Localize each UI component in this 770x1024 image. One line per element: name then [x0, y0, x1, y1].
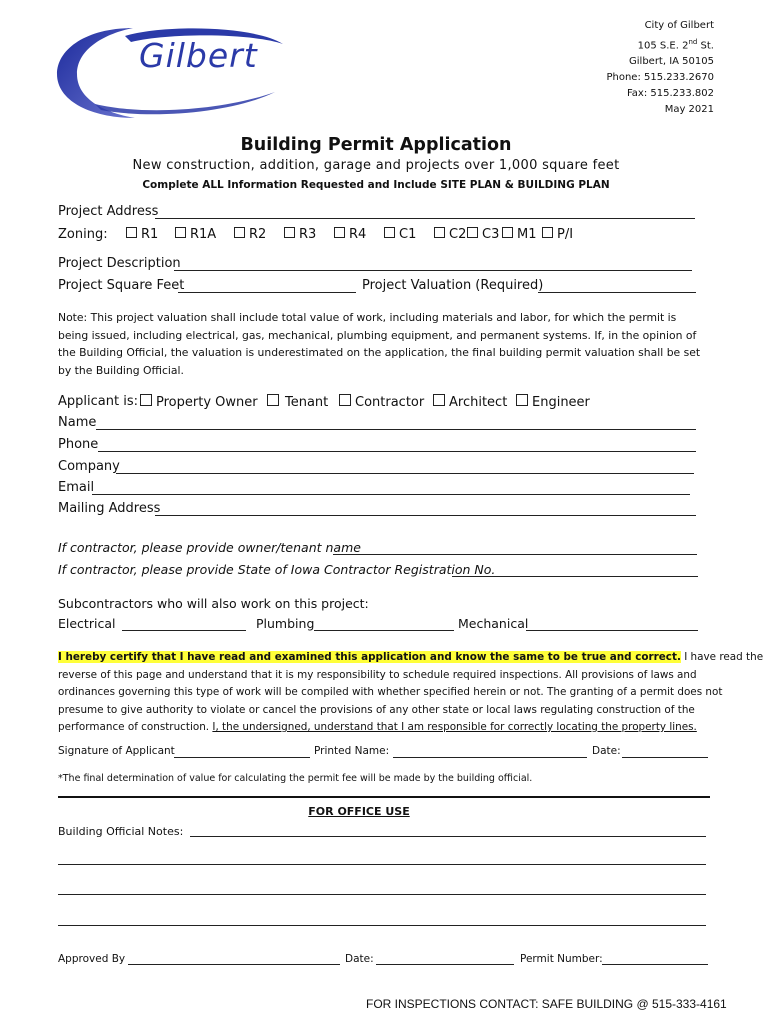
zoning-label: Zoning:: [58, 227, 108, 242]
applicant-company-label: Company: [58, 459, 120, 474]
project-description-label: Project Description: [58, 256, 181, 271]
official-notes-line[interactable]: [58, 880, 706, 895]
zoning-c2-checkbox[interactable]: C2: [434, 227, 466, 242]
zoning-r1-checkbox[interactable]: R1: [126, 227, 158, 242]
logo-text: Gilbert: [139, 36, 258, 75]
official-notes-line[interactable]: [58, 911, 706, 926]
official-notes-label: Building Official Notes:: [58, 825, 184, 838]
applicant-company-field[interactable]: [116, 459, 694, 474]
printed-name-label: Printed Name:: [314, 745, 390, 757]
owner-tenant-field[interactable]: [333, 540, 697, 555]
applicant-name-field[interactable]: [96, 415, 696, 430]
zoning-r3-checkbox[interactable]: R3: [284, 227, 316, 242]
section-divider: [58, 796, 710, 798]
address-line: City of Gilbert: [644, 20, 714, 31]
applicant-label: Applicant is:: [58, 394, 138, 409]
address-line: Fax: 515.233.802: [626, 88, 714, 100]
approved-by-field[interactable]: [128, 950, 340, 965]
address-line: Gilbert, IA 50105: [629, 56, 714, 68]
zoning-c1-checkbox[interactable]: C1: [384, 227, 416, 242]
project-valuation-label: Project Valuation (Required): [362, 278, 544, 293]
applicant-contractor-checkbox[interactable]: Contractor: [339, 394, 424, 410]
permit-number-field[interactable]: [602, 950, 708, 965]
office-use-heading: FOR OFFICE USE: [308, 805, 410, 818]
address-line: May 2021: [664, 104, 714, 116]
fee-note: *The final determination of value for calculating the permit fee will be made by the building official.: [58, 773, 533, 784]
project-address-field[interactable]: [155, 204, 695, 219]
plumbing-label: Plumbing: [256, 616, 315, 631]
applicant-engineer-checkbox[interactable]: Engineer: [516, 394, 590, 410]
project-address-label: Project Address: [58, 204, 159, 219]
permit-number-label: Permit Number:: [520, 953, 603, 965]
address-line: Phone: 515.233.2670: [606, 72, 714, 84]
applicant-architect-checkbox[interactable]: Architect: [433, 394, 507, 410]
approved-by-label: Approved By: [58, 953, 126, 965]
inspections-contact: FOR INSPECTIONS CONTACT: SAFE BUILDING @ 515-333-4161: [366, 997, 727, 1011]
certification-text: I hereby certify that I have read and examined this application and know the same to be true and correct. I have read the reverse of this page and understand that it is my responsibility to schedule required inspections. All provisions of laws and ordinances governing this type of work will be compiled with whether specified herein or not. The granting of a permit does not presume to give authority to violate or cancel the provisions of any other state or local laws regulating construction of the performance of construction. I, the undersigned, understand that I am responsible for correctly locating the property lines.: [58, 651, 764, 733]
address-line: 105 S.E. 2nd St.: [637, 38, 714, 52]
zoning-r1a-checkbox[interactable]: R1A: [175, 227, 216, 242]
applicant-mailing-address-label: Mailing Address: [58, 501, 161, 516]
instruction: Complete ALL Information Requested and Include SITE PLAN & BUILDING PLAN: [142, 179, 610, 191]
logo: [55, 22, 295, 122]
official-notes-field[interactable]: [190, 822, 706, 837]
applicant-name-label: Name: [58, 415, 97, 430]
zoning-c3-checkbox[interactable]: C3: [467, 227, 499, 242]
zoning-m1-checkbox[interactable]: M1: [502, 227, 537, 242]
electrical-field[interactable]: [122, 616, 246, 631]
project-description-field[interactable]: [174, 256, 692, 271]
plumbing-field[interactable]: [314, 616, 454, 631]
page-subtitle: New construction, addition, garage and projects over 1,000 square feet: [132, 158, 620, 173]
mechanical-label: Mechanical: [458, 616, 529, 631]
project-valuation-field[interactable]: [538, 278, 696, 293]
applicant-tenant-checkbox[interactable]: Tenant: [267, 394, 328, 410]
subcontractors-label: Subcontractors who will also work on this project:: [58, 596, 369, 611]
mechanical-field[interactable]: [526, 616, 698, 631]
page-title: Building Permit Application: [240, 135, 512, 155]
signature-field[interactable]: [174, 743, 310, 758]
project-square-feet-label: Project Square Feet: [58, 278, 185, 293]
applicant-email-label: Email: [58, 480, 95, 495]
zoning-r4-checkbox[interactable]: R4: [334, 227, 366, 242]
signature-date-field[interactable]: [622, 743, 708, 758]
applicant-property-owner-checkbox[interactable]: Property Owner: [140, 394, 258, 410]
city-address: [606, 18, 714, 118]
applicant-phone-field[interactable]: [98, 437, 696, 452]
signature-label: Signature of Applicant: [58, 745, 175, 757]
zoning-r2-checkbox[interactable]: R2: [234, 227, 266, 242]
electrical-label: Electrical: [58, 616, 116, 631]
office-date-field[interactable]: [376, 950, 514, 965]
applicant-email-field[interactable]: [92, 480, 690, 495]
project-square-feet-field[interactable]: [178, 278, 356, 293]
contractor-registration-field[interactable]: [452, 562, 698, 577]
official-notes-line[interactable]: [58, 850, 706, 865]
applicant-phone-label: Phone: [58, 437, 99, 452]
owner-tenant-label: If contractor, please provide owner/tenant name: [58, 540, 361, 555]
valuation-note: Note: This project valuation shall include total value of work, including materials and labor, for which the permit is being issued, including electrical, gas, mechanical, plumbing equipment, and permanent systems. If, in the opinion of the Building Official, the valuation is underestimated on the application, the final building permit valuation shall be set by the Building Official.: [58, 311, 701, 377]
applicant-mailing-address-field[interactable]: [155, 501, 696, 516]
certification-highlight: I hereby certify that I have read and examined this application and know the same to be true and correct.: [58, 651, 681, 663]
signature-date-label: Date:: [592, 745, 621, 757]
zoning-pi-checkbox[interactable]: P/I: [542, 227, 573, 242]
printed-name-field[interactable]: [393, 743, 587, 758]
contractor-registration-label: If contractor, please provide State of Iowa Contractor Registration No.: [58, 562, 496, 577]
office-date-label: Date:: [345, 953, 374, 965]
